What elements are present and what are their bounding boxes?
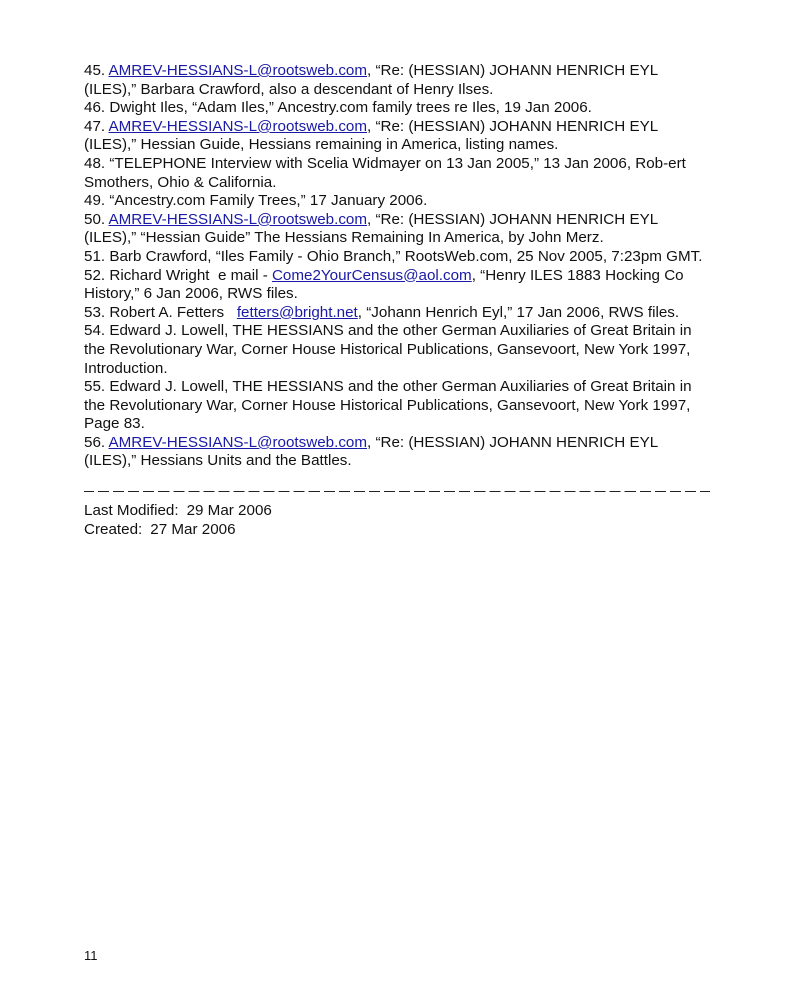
note-text: , “Re: (HESSIAN) JOHANN HENRICH EYL (ILES),” Hessian Guide, Hessians remaining in America, listing names. bbox=[84, 117, 658, 154]
endnote-52 bbox=[84, 267, 710, 304]
last-modified-value: 29 Mar 2006 bbox=[186, 502, 272, 520]
last-modified-line bbox=[84, 501, 710, 520]
last-modified-label: Last Modified: bbox=[84, 502, 179, 520]
note-text: Edward J. Lowell, THE HESSIANS and the other German Auxiliaries of Great Britain in the Revolutionary War, Corner House Historical Publications, Gansevoort, New York 1997, Introduction. bbox=[84, 322, 692, 377]
note-prefix: Robert A. Fetters bbox=[109, 303, 237, 321]
endnote-56 bbox=[84, 434, 710, 471]
note-number: 52. bbox=[84, 266, 106, 284]
page-number: 11 bbox=[84, 948, 98, 963]
note-number: 51. bbox=[84, 247, 106, 265]
note-number: 47. bbox=[84, 117, 106, 135]
note-text: , “Johann Henrich Eyl,” 17 Jan 2006, RWS files. bbox=[357, 303, 680, 321]
note-number: 55. bbox=[84, 378, 106, 396]
note-text: , “Re: (HESSIAN) JOHANN HENRICH EYL (ILES),” “Hessian Guide” The Hessians Remaining In America, by John Merz. bbox=[84, 210, 658, 247]
endnote-54 bbox=[84, 322, 710, 378]
endnote-45 bbox=[84, 62, 710, 99]
note-number: 54. bbox=[84, 322, 106, 340]
email-link[interactable]: fetters@bright.net bbox=[236, 303, 358, 321]
note-text: Edward J. Lowell, THE HESSIANS and the other German Auxiliaries of Great Britain in the Revolutionary War, Corner House Historical Publications, Gansevoort, New York 1997, Page 83. bbox=[84, 378, 692, 433]
endnote-48 bbox=[84, 155, 710, 192]
endnote-53 bbox=[84, 304, 710, 323]
email-link[interactable]: AMREV-HESSIANS-L@rootsweb.com bbox=[108, 433, 368, 451]
note-number: 53. bbox=[84, 303, 106, 321]
note-number: 49. bbox=[84, 192, 106, 210]
endnote-50 bbox=[84, 211, 710, 248]
email-link[interactable]: Come2YourCensus@aol.com bbox=[271, 266, 472, 284]
endnotes-list bbox=[84, 62, 710, 471]
note-text: Barb Crawford, “Iles Family - Ohio Branch,” RootsWeb.com, 25 Nov 2005, 7:23pm GMT. bbox=[109, 247, 703, 265]
endnote-55 bbox=[84, 378, 710, 434]
email-link[interactable]: AMREV-HESSIANS-L@rootsweb.com bbox=[108, 62, 368, 79]
note-text: , “Henry ILES 1883 Hocking Co History,” 6 Jan 2006, RWS files. bbox=[84, 266, 684, 303]
note-text: “Ancestry.com Family Trees,” 17 January 2006. bbox=[109, 192, 428, 210]
created-line bbox=[84, 520, 710, 539]
endnote-51 bbox=[84, 248, 710, 267]
note-prefix: Richard Wright e mail - bbox=[109, 266, 272, 284]
note-text: , “Re: (HESSIAN) JOHANN HENRICH EYL (ILES),” Barbara Crawford, also a descendant of Henry Ilses. bbox=[84, 62, 658, 98]
created-value: 27 Mar 2006 bbox=[150, 521, 236, 539]
note-text: “TELEPHONE Interview with Scelia Widmayer on 13 Jan 2005,” 13 Jan 2006, Rob-ert Smothers, Ohio & California. bbox=[84, 154, 686, 191]
document-page bbox=[84, 62, 710, 539]
note-number: 50. bbox=[84, 210, 106, 228]
endnote-49 bbox=[84, 192, 710, 211]
note-text: , “Re: (HESSIAN) JOHANN HENRICH EYL (ILES),” Hessians Units and the Battles. bbox=[84, 433, 658, 470]
email-link[interactable]: AMREV-HESSIANS-L@rootsweb.com bbox=[108, 117, 368, 135]
note-number: 56. bbox=[84, 433, 106, 451]
email-link[interactable]: AMREV-HESSIANS-L@rootsweb.com bbox=[108, 210, 368, 228]
created-label: Created: bbox=[84, 521, 143, 539]
endnote-46 bbox=[84, 99, 710, 118]
document-dates bbox=[84, 501, 710, 539]
note-number: 45. bbox=[84, 62, 106, 79]
endnote-47 bbox=[84, 118, 710, 155]
note-number: 46. bbox=[84, 99, 106, 117]
note-text: Dwight Iles, “Adam Iles,” Ancestry.com family trees re Iles, 19 Jan 2006. bbox=[109, 99, 592, 117]
note-number: 48. bbox=[84, 154, 106, 172]
dashed-divider bbox=[84, 491, 710, 493]
